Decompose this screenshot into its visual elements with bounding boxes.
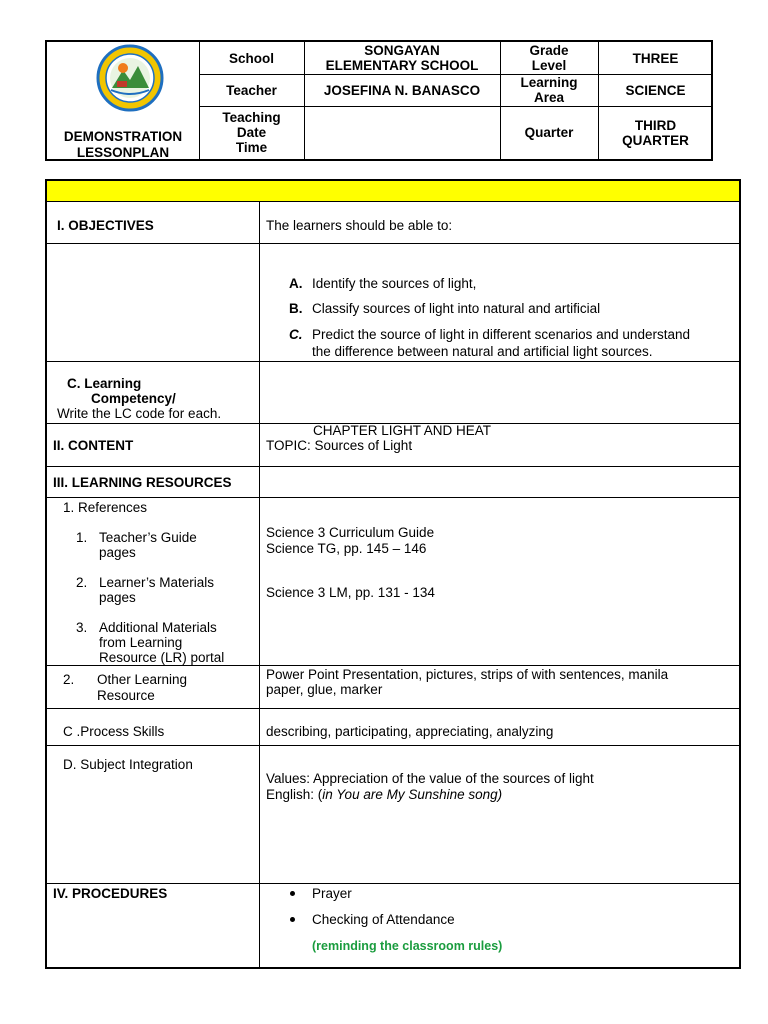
area-label: Area — [533, 90, 565, 105]
other-resource-value: Power Point Presentation, pictures, strips of with sentences, manila — [266, 667, 669, 682]
process-skills-value: describing, participating, appreciating, analyzing — [266, 724, 554, 739]
objective-letter: C. — [289, 327, 303, 342]
school-value: ELEMENTARY SCHOOL — [325, 58, 479, 73]
tg-value: Science TG, pp. 145 – 146 — [266, 541, 427, 556]
procedure-item: Checking of Attendance — [312, 912, 455, 927]
date-value — [304, 106, 500, 159]
date-label: Date — [236, 125, 267, 140]
resources-heading: III. LEARNING RESOURCES — [53, 475, 232, 490]
english-prefix: English: ( — [266, 787, 323, 802]
grade-label: Grade — [529, 43, 569, 58]
content-chapter: CHAPTER LIGHT AND HEAT — [313, 423, 492, 438]
banner-row — [47, 181, 739, 202]
area-label: Learning — [520, 75, 578, 90]
grade-value: THREE — [632, 50, 679, 66]
school-value: SONGAYAN — [364, 43, 440, 58]
bullet-icon — [290, 891, 295, 896]
objective-item: the difference between natural and artificial light sources. — [312, 344, 653, 359]
lm-label: Learner’s Materials — [99, 575, 215, 590]
additional-materials-label: Additional Materials — [99, 620, 217, 635]
teacher-label: Teacher — [226, 82, 277, 98]
other-resource-label: Other Learning — [97, 672, 188, 687]
tg-label: pages — [99, 545, 136, 560]
plan-title: LESSONPLAN — [76, 145, 170, 160]
objective-item: Identify the sources of light, — [312, 276, 477, 291]
procedure-item: Prayer — [312, 886, 352, 901]
objectives-heading: I. OBJECTIVES — [57, 218, 154, 233]
competency-label: Competency/ — [91, 391, 176, 406]
quarter-value: THIRD — [634, 117, 677, 133]
date-label: Time — [235, 140, 268, 155]
quarter-value: QUARTER — [622, 132, 689, 148]
date-label: Teaching — [222, 110, 281, 125]
additional-materials-label: Resource (LR) portal — [99, 650, 225, 665]
english-song: in You are My Sunshine song) — [322, 787, 503, 802]
other-resource-label: Resource — [97, 688, 155, 703]
additional-materials-label: from Learning — [99, 635, 183, 650]
objectives-intro: The learners should be able to: — [266, 218, 453, 233]
values-integration: Values: Appreciation of the value of the sources of light — [266, 771, 594, 786]
grade-label: Level — [531, 58, 567, 73]
other-resource-value: paper, glue, marker — [266, 682, 383, 697]
quarter-label: Quarter — [524, 125, 574, 140]
list-number: 2. — [63, 672, 75, 687]
area-value: SCIENCE — [625, 82, 686, 98]
english-integration — [266, 787, 502, 803]
list-number: 3. — [76, 620, 88, 635]
header-table — [45, 40, 713, 161]
content-heading: II. CONTENT — [53, 438, 134, 453]
lm-label: pages — [99, 590, 136, 605]
procedures-heading: IV. PROCEDURES — [53, 886, 168, 901]
plan-title: DEMONSTRATION — [63, 129, 183, 144]
competency-label: C. Learning — [67, 376, 142, 391]
list-number: 2. — [76, 575, 88, 590]
lm-value: Science 3 LM, pp. 131 - 134 — [266, 585, 435, 600]
objective-letter: B. — [289, 301, 303, 316]
references-label: 1. References — [63, 500, 148, 515]
teacher-value: JOSEFINA N. BANASCO — [323, 82, 481, 98]
list-number: 1. — [76, 530, 88, 545]
objective-item: Predict the source of light in different scenarios and understand — [312, 327, 690, 342]
subject-integration-label: D. Subject Integration — [63, 757, 193, 772]
competency-note: Write the LC code for each. — [57, 406, 222, 421]
tg-value: Science 3 Curriculum Guide — [266, 525, 435, 540]
school-label: School — [228, 50, 274, 66]
procedure-note: (reminding the classroom rules) — [312, 939, 503, 953]
school-seal-icon — [93, 44, 167, 112]
tg-label: Teacher’s Guide — [99, 530, 197, 545]
lesson-table — [45, 179, 741, 969]
objective-letter: A. — [289, 276, 303, 291]
bullet-icon — [290, 917, 295, 922]
content-topic: TOPIC: Sources of Light — [266, 438, 413, 453]
objective-item: Classify sources of light into natural and artificial — [312, 301, 601, 316]
process-skills-label: C .Process Skills — [63, 724, 165, 739]
